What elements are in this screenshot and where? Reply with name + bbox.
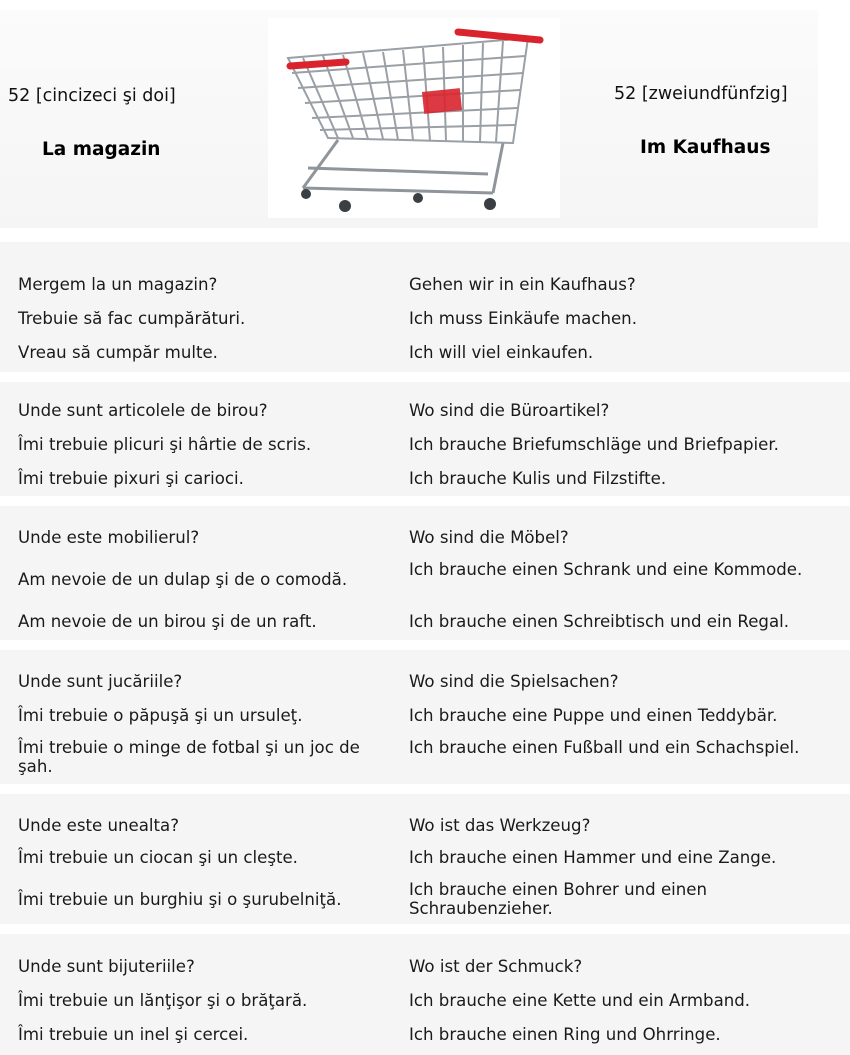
phrase-de: Wo ist das Werkzeug?: [409, 816, 591, 835]
phrase-ro: Îmi trebuie plicuri şi hârtie de scris.: [18, 435, 312, 454]
row-separator: [0, 496, 850, 506]
phrase-table: [0, 232, 850, 1055]
phrase-ro: Îmi trebuie o minge de fotbal şi un joc de şah.: [18, 738, 360, 776]
phrase-ro: Unde sunt jucăriile?: [18, 672, 183, 691]
phrase-de: Ich brauche einen Bohrer und einen Schraubenzieher.: [409, 880, 708, 918]
phrase-de: Ich brauche eine Kette und ein Armband.: [409, 991, 751, 1010]
row-separator: [0, 640, 850, 650]
phrase-de: Ich brauche einen Hammer und eine Zange.: [409, 848, 777, 867]
phrase-ro: Mergem la un magazin?: [18, 275, 218, 294]
row-separator: [0, 924, 850, 934]
shopping-cart-icon: [268, 18, 560, 218]
phrase-ro: Am nevoie de un birou şi de un raft.: [18, 612, 317, 631]
phrase-de: Ich brauche einen Schreibtisch und ein Regal.: [409, 612, 790, 631]
phrase-de: Wo sind die Möbel?: [409, 528, 569, 547]
phrase-de: Ich brauche einen Fußball und ein Schachspiel.: [409, 738, 800, 757]
phrase-ro: Am nevoie de un dulap şi de o comodă.: [18, 570, 348, 589]
phrase-de: Ich brauche einen Schrank und eine Kommode.: [409, 560, 803, 579]
phrase-ro: Îmi trebuie pixuri şi carioci.: [18, 469, 244, 488]
phrase-ro: Trebuie să fac cumpărături.: [18, 309, 246, 328]
phrase-de: Ich brauche Kulis und Filzstifte.: [409, 469, 667, 488]
phrase-de: Ich brauche eine Puppe und einen Teddybär.: [409, 706, 778, 725]
row-separator: [0, 232, 850, 242]
phrase-ro: Îmi trebuie un inel şi cercei.: [18, 1025, 249, 1044]
phrase-ro: Îmi trebuie un lănţişor şi o brăţară.: [18, 991, 308, 1010]
lesson-number-ro: 52 [cincizeci şi doi]: [8, 86, 176, 106]
lesson-title-ro: La magazin: [42, 139, 161, 160]
phrase-ro: Unde sunt articolele de birou?: [18, 401, 268, 420]
row-separator: [0, 784, 850, 794]
phrase-de: Wo sind die Spielsachen?: [409, 672, 619, 691]
phrase-ro: Unde este unealta?: [18, 816, 180, 835]
phrase-ro: Unde sunt bijuteriile?: [18, 957, 195, 976]
phrase-de: Wo ist der Schmuck?: [409, 957, 583, 976]
phrase-de: Wo sind die Büroartikel?: [409, 401, 610, 420]
phrase-ro: Îmi trebuie o păpuşă şi un ursuleţ.: [18, 706, 303, 725]
phrase-ro: Îmi trebuie un burghiu şi o şurubelniţă.: [18, 890, 342, 909]
phrase-de: Ich brauche einen Ring und Ohrringe.: [409, 1025, 721, 1044]
lesson-number-de: 52 [zweiundfünfzig]: [614, 84, 788, 104]
phrase-ro: Îmi trebuie un ciocan şi un cleşte.: [18, 848, 298, 867]
phrase-de: Ich brauche Briefumschläge und Briefpapier.: [409, 435, 779, 454]
phrase-ro: Vreau să cumpăr multe.: [18, 343, 218, 362]
phrase-de: Ich will viel einkaufen.: [409, 343, 594, 362]
phrase-de: Ich muss Einkäufe machen.: [409, 309, 637, 328]
phrase-de: Gehen wir in ein Kaufhaus?: [409, 275, 636, 294]
row-separator: [0, 372, 850, 382]
lesson-title-de: Im Kaufhaus: [640, 137, 771, 158]
phrase-ro: Unde este mobilierul?: [18, 528, 200, 547]
